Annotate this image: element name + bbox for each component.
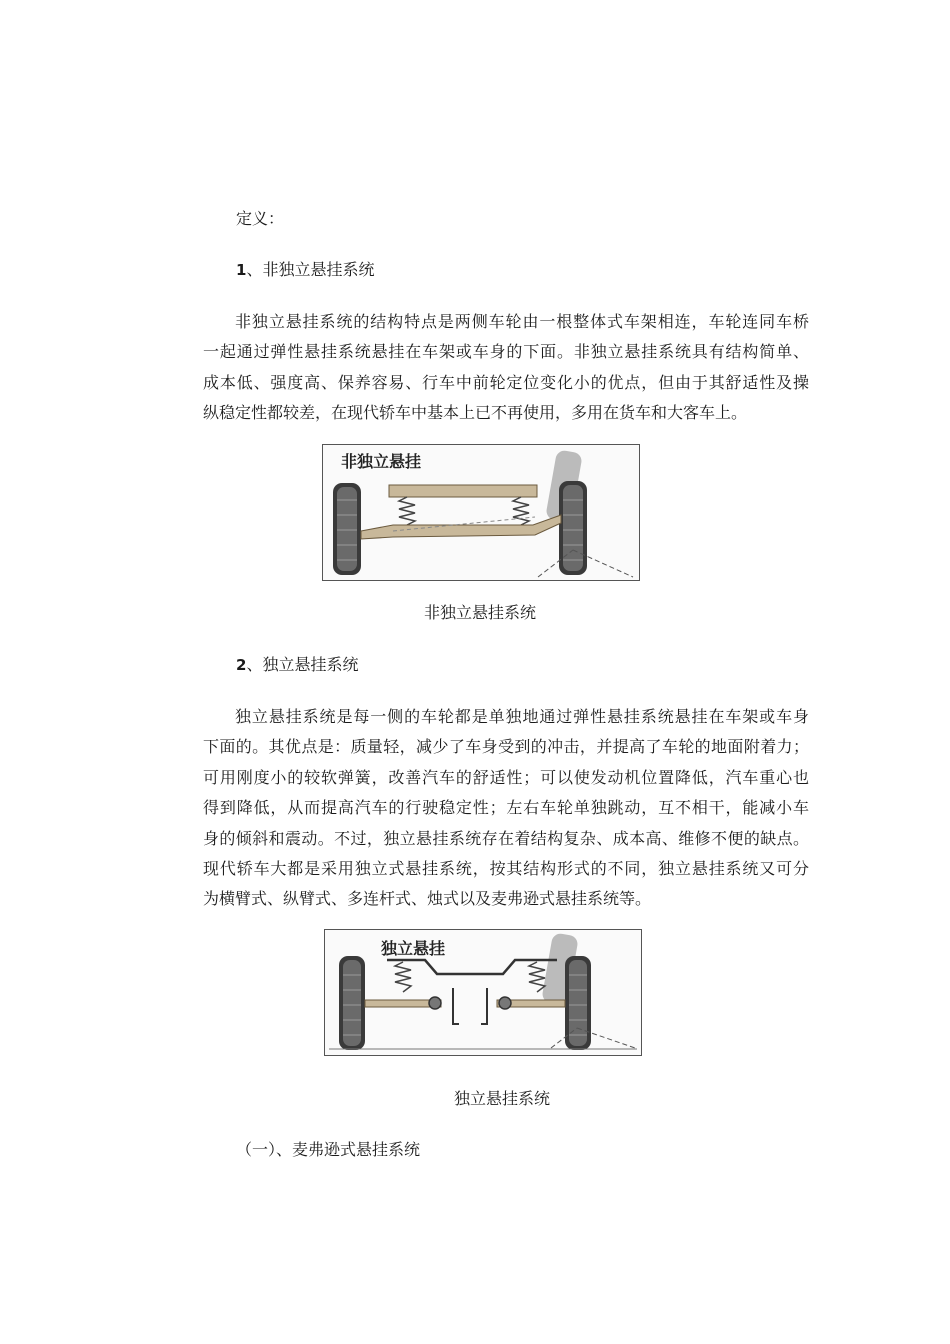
- subsection-heading: （一）、麦弗逊式悬挂系统: [236, 1140, 421, 1159]
- figure-1-label: 非独立悬挂: [341, 452, 422, 471]
- right-spring: [513, 497, 529, 525]
- independent-suspension-figure: [324, 929, 642, 1056]
- non-independent-suspension-diagram: [323, 445, 639, 580]
- right-spring: [529, 962, 545, 992]
- paragraph-line: 独立悬挂系统是每一侧的车轮都是单独地通过弹性悬挂系统悬挂在车架或车身: [235, 707, 809, 726]
- vehicle-frame: [389, 485, 537, 497]
- section-2-title: 、独立悬挂系统: [246, 655, 359, 674]
- solid-axle: [361, 515, 561, 539]
- center-bracket: [481, 988, 487, 1024]
- non-independent-suspension-figure: [322, 444, 640, 581]
- section-2-heading: [236, 655, 358, 675]
- left-pivot: [429, 997, 441, 1009]
- left-wheel: [333, 483, 361, 575]
- section-2-number: 2: [236, 656, 247, 674]
- paragraph-line: 可用刚度小的较软弹簧，改善汽车的舒适性；可以使发动机位置降低，汽车重心也: [203, 767, 809, 787]
- paragraph-line: 得到降低，从而提高汽车的行驶稳定性；左右车轮单独跳动，互不相干，能减小车: [203, 798, 809, 818]
- paragraph-line: 身的倾斜和震动。不过，独立悬挂系统存在着结构复杂、成本高、维修不便的缺点。: [203, 828, 809, 848]
- left-spring: [395, 962, 411, 992]
- center-bracket: [453, 988, 459, 1024]
- section-2-paragraph: [203, 702, 809, 915]
- paragraph-line: 一起通过弹性悬挂系统悬挂在车架或车身的下面。非独立悬挂系统具有结构简单、: [203, 342, 809, 362]
- definition-label: 定义：: [236, 209, 285, 228]
- independent-suspension-diagram: [325, 930, 641, 1055]
- left-wheel: [339, 956, 365, 1050]
- right-pivot: [499, 997, 511, 1009]
- paragraph-line: 下面的。其优点是：质量轻，减少了车身受到的冲击，并提高了车轮的地面附着力；: [203, 737, 809, 757]
- paragraph-line: 非独立悬挂系统的结构特点是两侧车轮由一根整体式车架相连，车轮连同车桥: [235, 312, 809, 331]
- section-1-paragraph: [203, 307, 809, 429]
- paragraph-line: 现代轿车大都是采用独立式悬挂系统，按其结构形式的不同，独立悬挂系统又可分: [203, 859, 809, 879]
- section-1-number: 1: [236, 261, 247, 279]
- figure-2-caption: 独立悬挂系统: [454, 1089, 551, 1108]
- paragraph-line: 纵稳定性都较差，在现代轿车中基本上已不再使用，多用在货车和大客车上。: [203, 403, 748, 423]
- section-1-title: 、非独立悬挂系统: [246, 260, 375, 279]
- paragraph-line: 为横臂式、纵臂式、多连杆式、烛式以及麦弗逊式悬挂系统等。: [203, 889, 652, 909]
- figure-1-caption: 非独立悬挂系统: [423, 603, 536, 622]
- right-wheel: [541, 932, 591, 1050]
- right-wheel: [545, 449, 587, 575]
- left-spring: [399, 497, 415, 525]
- paragraph-line: 成本低、强度高、保养容易、行车中前轮定位变化小的优点，但由于其舒适性及操: [203, 372, 809, 392]
- figure-2-label: 独立悬挂: [381, 939, 446, 958]
- section-1-heading: [236, 260, 374, 280]
